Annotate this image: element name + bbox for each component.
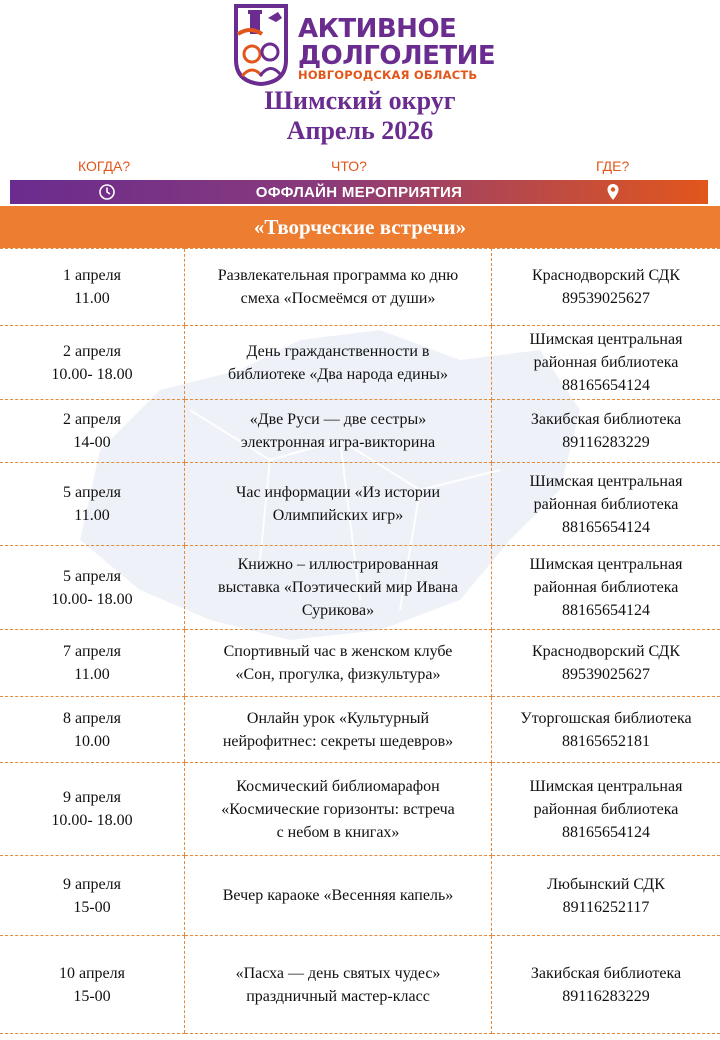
event-venue-line: Шимская центральная: [529, 777, 683, 795]
event-venue-line: Шимская центральная: [529, 472, 683, 490]
event-date: 9 апреля: [63, 789, 121, 806]
event-when: [0, 326, 185, 400]
event-row: [0, 326, 720, 400]
event-description-line: смеха «Посмеёмся от души»: [240, 290, 436, 307]
event-description-line: электронная игра-викторина: [240, 434, 436, 451]
event-where: [492, 630, 720, 697]
event-where: [492, 326, 720, 400]
event-venue-line: 88165652181: [562, 732, 650, 750]
event-date: 1 апреля: [63, 267, 121, 284]
event-when: [0, 546, 185, 630]
event-row: [0, 936, 720, 1034]
event-venue-line: Шимская центральная: [529, 556, 683, 573]
event-venue-line: районная библиотека: [533, 354, 679, 371]
event-venue-line: Шимская центральная: [529, 331, 683, 348]
event-venue-line: Любынский СДК: [547, 875, 665, 893]
event-venue-line: 89539025627: [562, 666, 650, 683]
event-description-line: нейрофитнес: секреты шедевров»: [222, 732, 454, 750]
event-what: [185, 697, 492, 763]
event-time: 15-00: [73, 898, 111, 916]
event-what: [185, 546, 492, 630]
event-where: [492, 697, 720, 763]
event-where: [492, 400, 720, 463]
event-venue-line: районная библиотека: [533, 579, 679, 596]
event-description-line: Час информации «Из истории: [235, 484, 441, 501]
event-description-line: Вечер караоке «Весенняя капель»: [222, 887, 454, 904]
event-description-line: «Сон, прогулка, физкультура»: [235, 666, 441, 683]
event-venue-line: 88165654124: [562, 602, 650, 619]
event-when: [0, 249, 185, 326]
event-time: 15-00: [73, 987, 111, 1005]
event-date: 5 апреля: [63, 567, 121, 585]
event-date: 2 апреля: [63, 411, 121, 428]
logo-title-line1: АКТИВНОЕ: [298, 14, 457, 44]
event-time: 11.00: [74, 666, 110, 683]
event-venue-line: 89116252117: [562, 898, 650, 916]
event-venue-line: 88165654124: [562, 377, 650, 394]
kremlin-elderly-couple-emblem-icon: [232, 4, 290, 86]
column-header-when: КОГДА?: [78, 158, 131, 174]
event-what: [185, 463, 492, 546]
event-what: [185, 400, 492, 463]
event-row: [0, 400, 720, 463]
event-venue-line: 88165654124: [562, 823, 650, 841]
event-description-line: Спортивный час в женском клубе: [223, 643, 453, 660]
event-when: [0, 936, 185, 1034]
event-what: [185, 936, 492, 1034]
logo: [228, 4, 498, 88]
event-description-line: с небом в книгах»: [276, 823, 400, 841]
event-venue-line: районная библиотека: [533, 495, 679, 513]
event-what: [185, 856, 492, 936]
event-date: 7 апреля: [63, 643, 121, 660]
event-description-line: День гражданственности в: [246, 342, 430, 360]
event-where: [492, 463, 720, 546]
event-date: 5 апреля: [63, 484, 121, 501]
location-pin-icon: [604, 183, 622, 201]
event-when: [0, 763, 185, 856]
event-time: 10.00: [74, 732, 110, 750]
event-description-line: «Две Руси — две сестры»: [249, 411, 427, 428]
event-row: [0, 763, 720, 856]
event-where: [492, 856, 720, 936]
event-venue-line: Краснодворский СДК: [531, 643, 681, 660]
event-description-line: праздничный мастер-класс: [246, 987, 430, 1005]
event-time: 10.00- 18.00: [51, 812, 133, 829]
event-venue-line: Закибская библиотека: [530, 411, 682, 428]
event-time: 10.00- 18.00: [51, 365, 133, 383]
event-where: [492, 546, 720, 630]
event-venue-line: Закибская библиотека: [530, 964, 682, 982]
event-when: [0, 630, 185, 697]
month-title: Апрель 2026: [286, 116, 434, 145]
event-venue-line: Краснодворский СДК: [531, 267, 681, 284]
event-date: 9 апреля: [63, 875, 121, 893]
event-when: [0, 463, 185, 546]
event-row: [0, 697, 720, 763]
event-date: 10 апреля: [59, 964, 125, 982]
event-time: 10.00- 18.00: [51, 590, 133, 608]
column-header-what: ЧТО?: [331, 158, 367, 174]
event-description-line: Онлайн урок «Культурный: [246, 709, 430, 727]
offline-events-banner: [10, 180, 708, 204]
event-description-line: Сурикова»: [301, 602, 375, 619]
column-header-where: ГДЕ?: [596, 158, 630, 174]
event-description-line: Олимпийских игр»: [272, 507, 404, 524]
event-what: [185, 763, 492, 856]
event-row: [0, 463, 720, 546]
event-what: [185, 326, 492, 400]
event-venue-line: районная библиотека: [533, 800, 679, 818]
event-row: [0, 630, 720, 697]
event-venue-line: 89539025627: [562, 290, 650, 307]
event-where: [492, 763, 720, 856]
district-title: Шимский округ: [264, 86, 456, 115]
logo-title-line2: ДОЛГОЛЕТИЕ: [298, 41, 496, 71]
event-venue-line: 89116283229: [562, 987, 650, 1005]
event-date: 8 апреля: [63, 709, 121, 727]
event-when: [0, 856, 185, 936]
event-time: 11.00: [74, 290, 110, 307]
event-description-line: Космический библиомарафон: [236, 777, 440, 795]
event-venue-line: Уторгошская библиотека: [520, 709, 692, 727]
event-time: 14-00: [73, 434, 111, 451]
event-time: 11.00: [74, 507, 110, 524]
event-description-line: Развлекательная программа ко дню: [217, 267, 459, 284]
event-row: [0, 546, 720, 630]
event-description-line: «Пасха — день святых чудес»: [235, 964, 441, 982]
events-table: [0, 248, 720, 1034]
event-description-line: «Космические горизонты: встреча: [221, 800, 455, 818]
event-row: [0, 856, 720, 936]
event-date: 2 апреля: [63, 342, 121, 360]
event-venue-line: 88165654124: [562, 518, 650, 536]
event-what: [185, 249, 492, 326]
event-what: [185, 630, 492, 697]
event-when: [0, 400, 185, 463]
section-title: «Творческие встречи»: [0, 206, 720, 248]
event-description-line: выставка «Поэтический мир Ивана: [218, 579, 458, 596]
event-description-line: Книжно – иллюстрированная: [237, 556, 439, 573]
banner-label: ОФФЛАЙН МЕРОПРИЯТИЯ: [255, 184, 463, 201]
event-when: [0, 697, 185, 763]
logo-region: НОВГОРОДСКАЯ ОБЛАСТЬ: [298, 68, 478, 82]
event-where: [492, 936, 720, 1034]
event-venue-line: 89116283229: [562, 434, 650, 451]
event-where: [492, 249, 720, 326]
event-row: [0, 249, 720, 326]
event-description-line: библиотеке «Два народа едины»: [227, 365, 449, 383]
